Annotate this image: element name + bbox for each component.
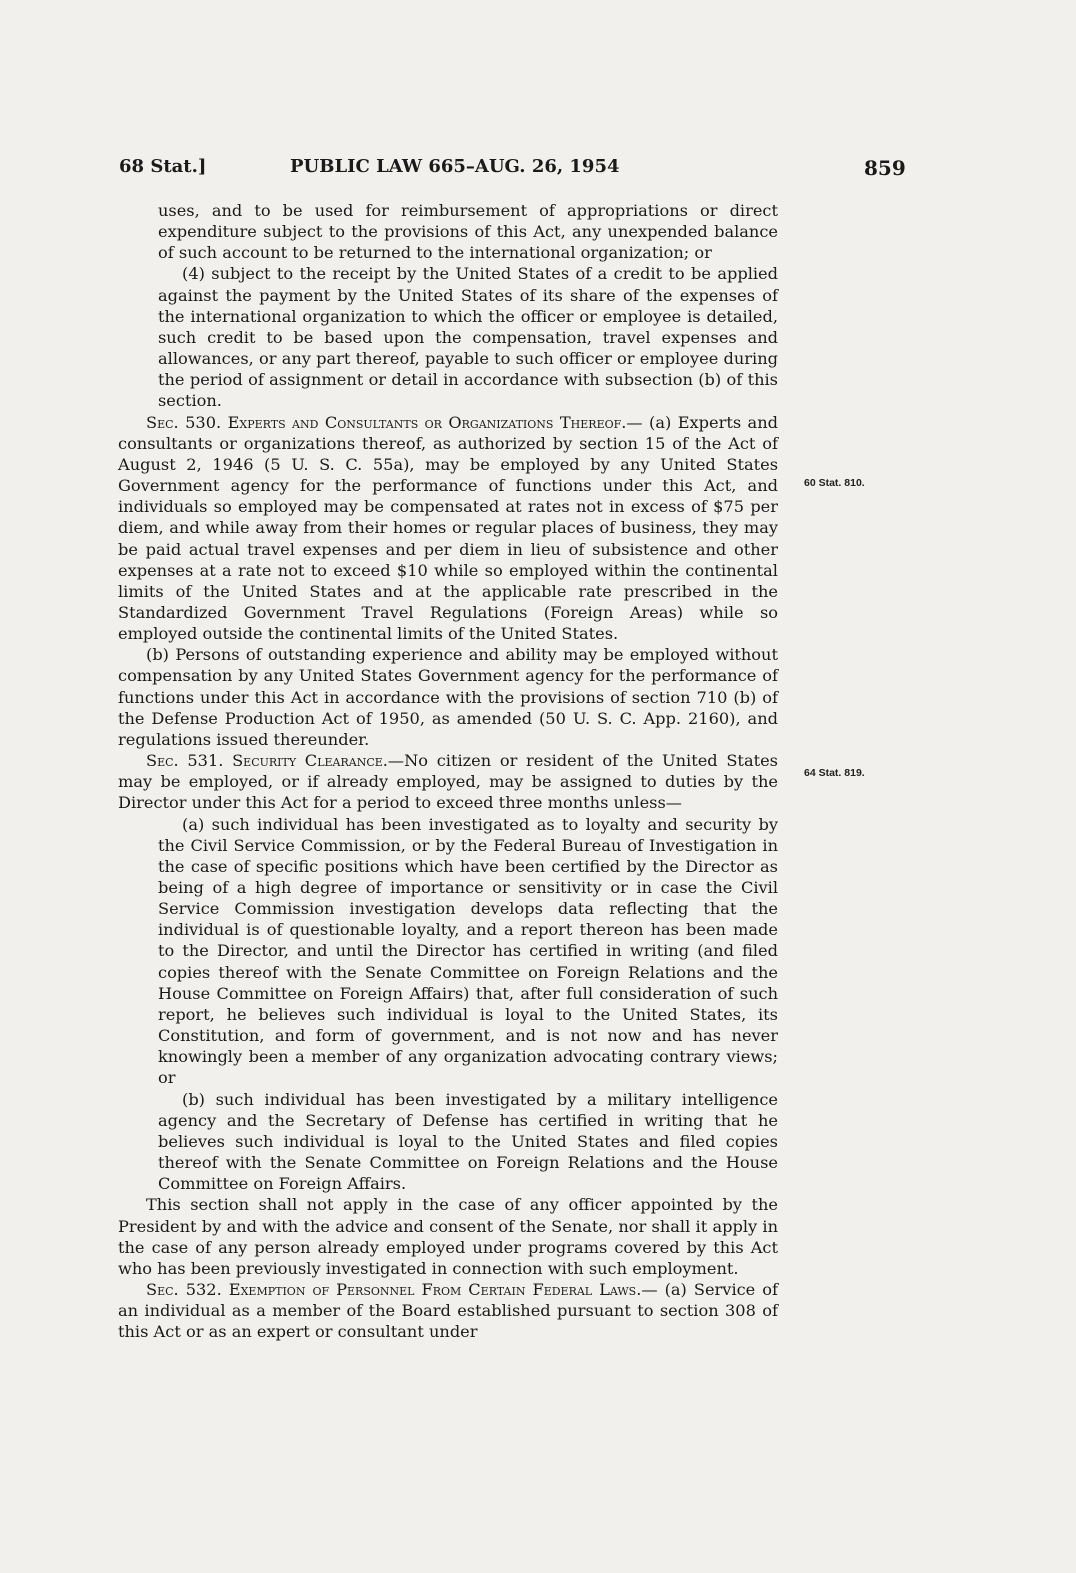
paragraph-clause-4: (4) subject to the receipt by the United States of a credit to be applied against the payment by the United States of its share of the expenses of the international organization to which the officer or employee is detailed, such credit to be based upon the compensation, travel expenses and allowances, or any part thereof, payable to such officer or employee during the period of assignment or detail in accordance with subsection (b) of this section. xyxy=(158,264,778,411)
section-531-exception: This section shall not apply in the case of any officer appointed by the President by and with the advice and consent of the Senate, nor shall it apply in the case of any person already employed under programs covered by this Act who has been previously investigated in connection with such employment. xyxy=(118,1195,778,1278)
section-531: Sec. 531. Security Clearance.—No citizen or resident of the United States may be employed, or if already employed, may be assigned to duties by the Director under this Act for a period to exceed three months unless— xyxy=(118,751,778,813)
section-number: Sec. 531. xyxy=(146,751,224,771)
section-530: Sec. 530. Experts and Consultants or Organizations Thereof.— (a) Experts and consultants or organizations thereof, as authorized by section 15 of the Act of August 2, 1946 (5 U. S. C. 55a), may be employed by any United States Government agency for the performance of functions under this Act, and individuals so employed may be compensated at rates not in excess of $75 per diem, and while away from their homes or regular places of business, they may be paid actual travel expenses and per diem in lieu of subsistence and other expenses at a rate not to exceed $10 while so employed within the continental limits of the United States and at the applicable rate prescribed in the Standardized Government Travel Regulations (Foreign Areas) while so employed outside the continental limits of the United States. xyxy=(118,412,778,644)
margin-note-60-stat: 60 Stat. 810. xyxy=(804,477,865,489)
page-number: 859 xyxy=(864,156,906,180)
section-number: Sec. 532. xyxy=(146,1279,222,1299)
section-532: Sec. 532. Exemption of Personnel From Certain Federal Laws.— (a) Service of an individual as a member of the Board established pursuant to section 308 of this Act or as an expert or consultant under xyxy=(118,1279,779,1342)
paragraph-continuation: uses, and to be used for reimbursement of appropriations or direct expenditure subject to the provisions of this Act, any unexpended balance of such account to be returned to the international organization; or xyxy=(158,201,778,263)
section-531-b: (b) such individual has been investigated by a military intelligence agency and the Secretary of Defense has certified in writing that he believes such individual is loyal to the United States and filed copies thereof with the Senate Committee on Foreign Relations and the House Committee on Foreign Affairs. xyxy=(158,1089,778,1194)
page-title: PUBLIC LAW 665–AUG. 26, 1954 xyxy=(290,156,620,177)
section-heading: Security Clearance.— xyxy=(232,751,405,771)
section-heading: Exemption of Personnel From Certain Federal Laws.— xyxy=(228,1279,658,1299)
section-number: Sec. 530. xyxy=(146,412,222,432)
body-text xyxy=(118,200,778,1342)
margin-note-64-stat: 64 Stat. 819. xyxy=(804,767,865,779)
section-530-b: (b) Persons of outstanding experience and ability may be employed without compensation by any United States Government agency for the performance of functions under this Act in accordance with the provisions of section 710 (b) of the Defense Production Act of 1950, as amended (50 U. S. C. App. 2160), and regulations issued thereunder. xyxy=(118,645,778,749)
section-heading: Experts and Consultants or Organizations Thereof.— xyxy=(227,412,643,432)
section-531-a: (a) such individual has been investigated as to loyalty and security by the Civil Service Commission, or by the Federal Bureau of Investigation in the case of specific positions which have been certified by the Director as being of a high degree of importance or sensitivity or in case the Civil Service Commission investigation develops data reflecting that the individual is of questionable loyalty, and a report thereon has been made to the Director, and until the Director has certified in writing (and filed copies thereof with the Senate Committee on Foreign Relations and the House Committee on Foreign Affairs) that, after full consideration of such report, he believes such individual is loyal to the United States, its Constitution, and form of government, and is not now and has never knowingly been a member of any organization advocating contrary views; or xyxy=(158,814,778,1088)
volume-citation: 68 Stat.] xyxy=(119,156,207,177)
